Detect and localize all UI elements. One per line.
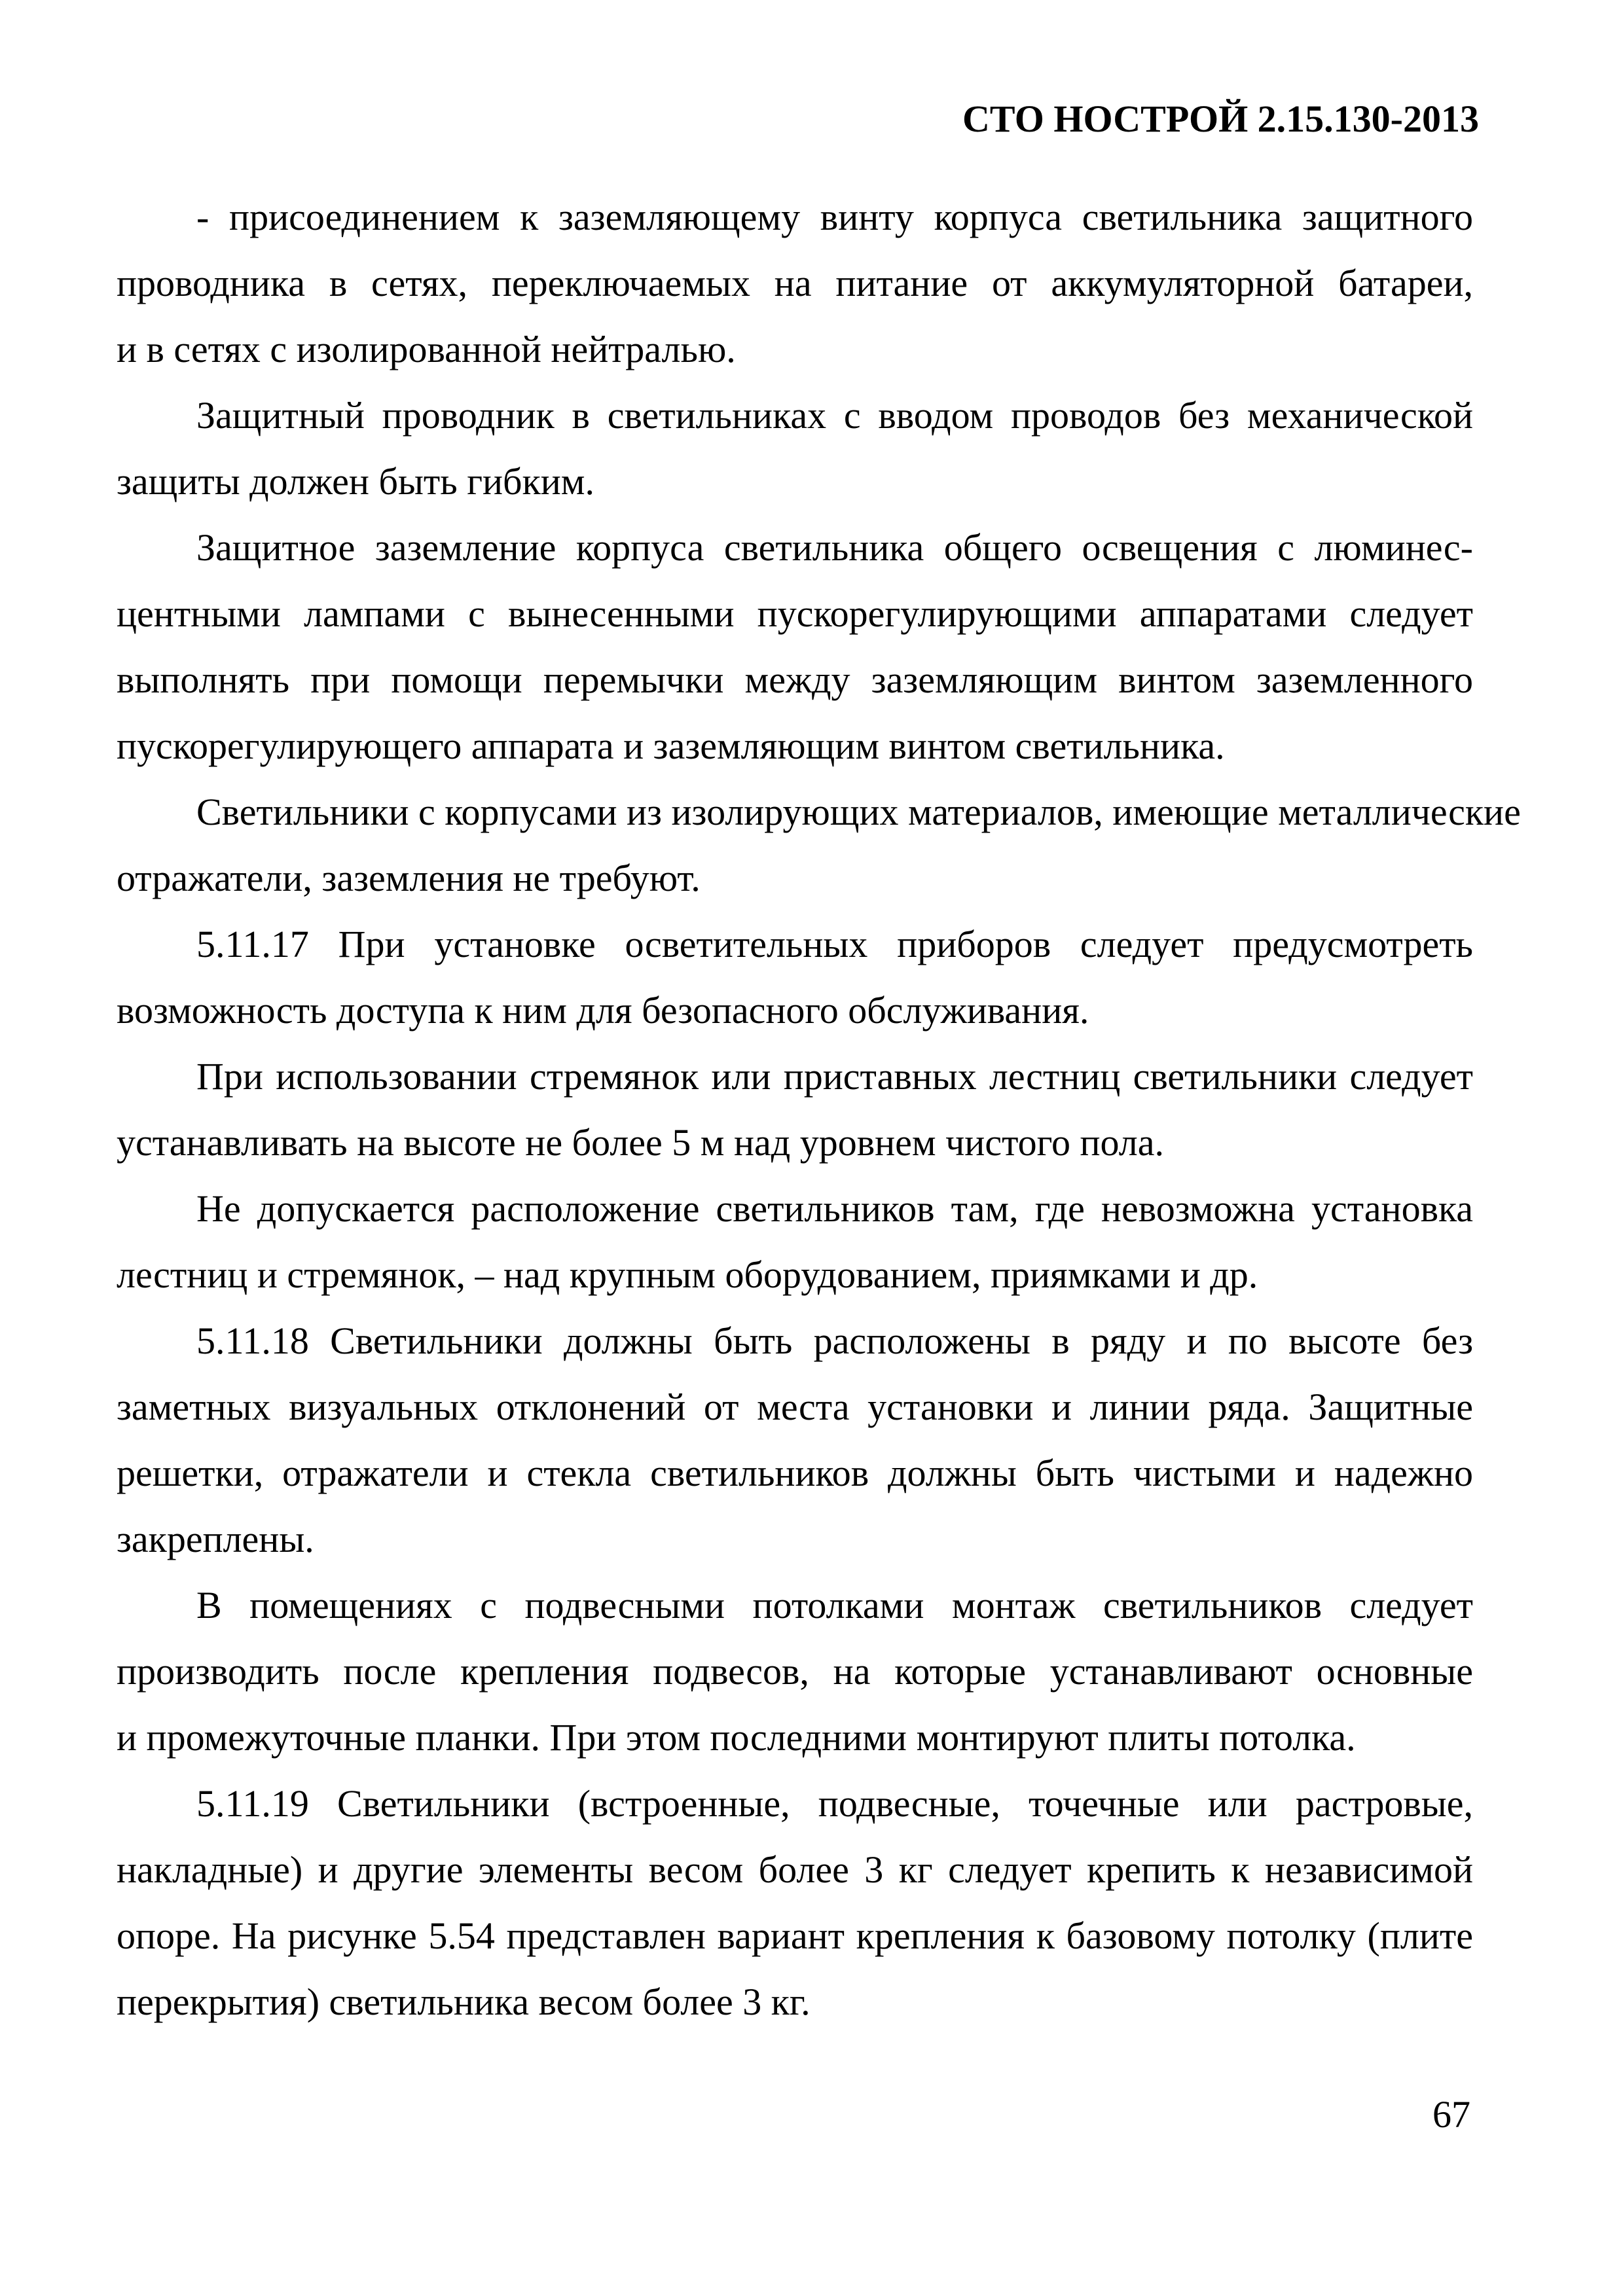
text-line clause-5-11-17: 5.11.17 При установке осветительных приборов следует предусмотреть	[196, 923, 1473, 965]
text-line: закреплены.	[117, 1518, 314, 1560]
text-line: выполнять при помощи перемычки между заземляющим винтом заземленного	[117, 658, 1473, 701]
text-line: Защитный проводник в светильниках с вводом проводов без механической	[196, 394, 1473, 437]
text-line: В помещениях с подвесными потолками монтаж светильников следует	[196, 1584, 1473, 1626]
text-line: Защитное заземление корпуса светильника общего освещения с люминес-	[196, 526, 1473, 569]
text-line: и в сетях с изолированной нейтралью.	[117, 328, 736, 370]
running-header	[117, 99, 1479, 139]
text-line clause-5-11-19: 5.11.19 Светильники (встроенные, подвесные, точечные или растровые,	[196, 1782, 1473, 1825]
text-line: заметных визуальных отклонений от места установки и линии ряда. Защитные	[117, 1386, 1473, 1428]
text-line: решетки, отражатели и стекла светильников должны быть чистыми и надежно	[117, 1452, 1473, 1494]
text-line: производить после крепления подвесов, на которые устанавливают основные	[117, 1650, 1473, 1693]
text-line: - присоединением к заземляющему винту корпуса светильника защитного	[196, 196, 1473, 238]
text-line: Не допускается расположение светильников там, где невозможна установка	[196, 1187, 1473, 1230]
text-line: возможность доступа к ним для безопасного обслуживания.	[117, 989, 1089, 1031]
text-line: накладные) и другие элементы весом более 3 кг следует крепить к независимой	[117, 1848, 1473, 1891]
document-body	[117, 184, 1521, 2035]
text-line: Светильники с корпусами из изолирующих материалов, имеющие металлические	[196, 791, 1521, 833]
text-line: проводника в сетях, переключаемых на питание от аккумуляторной батареи,	[117, 262, 1473, 304]
text-line: лестниц и стремянок, – над крупным оборудованием, приямками и др.	[117, 1253, 1258, 1296]
text-line: перекрытия) светильника весом более 3 кг.	[117, 1981, 811, 2023]
standard-designation: СТО НОСТРОЙ 2.15.130-2013	[962, 98, 1479, 140]
text-line: устанавливать на высоте не более 5 м над уровнем чистого пола.	[117, 1121, 1164, 1164]
text-line: центными лампами с вынесенными пускорегулирующими аппаратами следует	[117, 592, 1473, 635]
text-line: При использовании стремянок или приставных лестниц светильники следует	[196, 1055, 1473, 1098]
text-line: опоре. На рисунке 5.54 представлен вариант крепления к базовому потолку (плите	[117, 1914, 1473, 1957]
text-line: и промежуточные планки. При этом последними монтируют плиты потолка.	[117, 1716, 1356, 1759]
text-line: отражатели, заземления не требуют.	[117, 857, 701, 899]
text-line: пускорегулирующего аппарата и заземляющим винтом светильника.	[117, 725, 1225, 767]
text-line: защиты должен быть гибким.	[117, 460, 594, 503]
text-line clause-5-11-18: 5.11.18 Светильники должны быть расположены в ряду и по высоте без	[196, 1319, 1473, 1362]
page-number: 67	[1432, 2093, 1470, 2136]
